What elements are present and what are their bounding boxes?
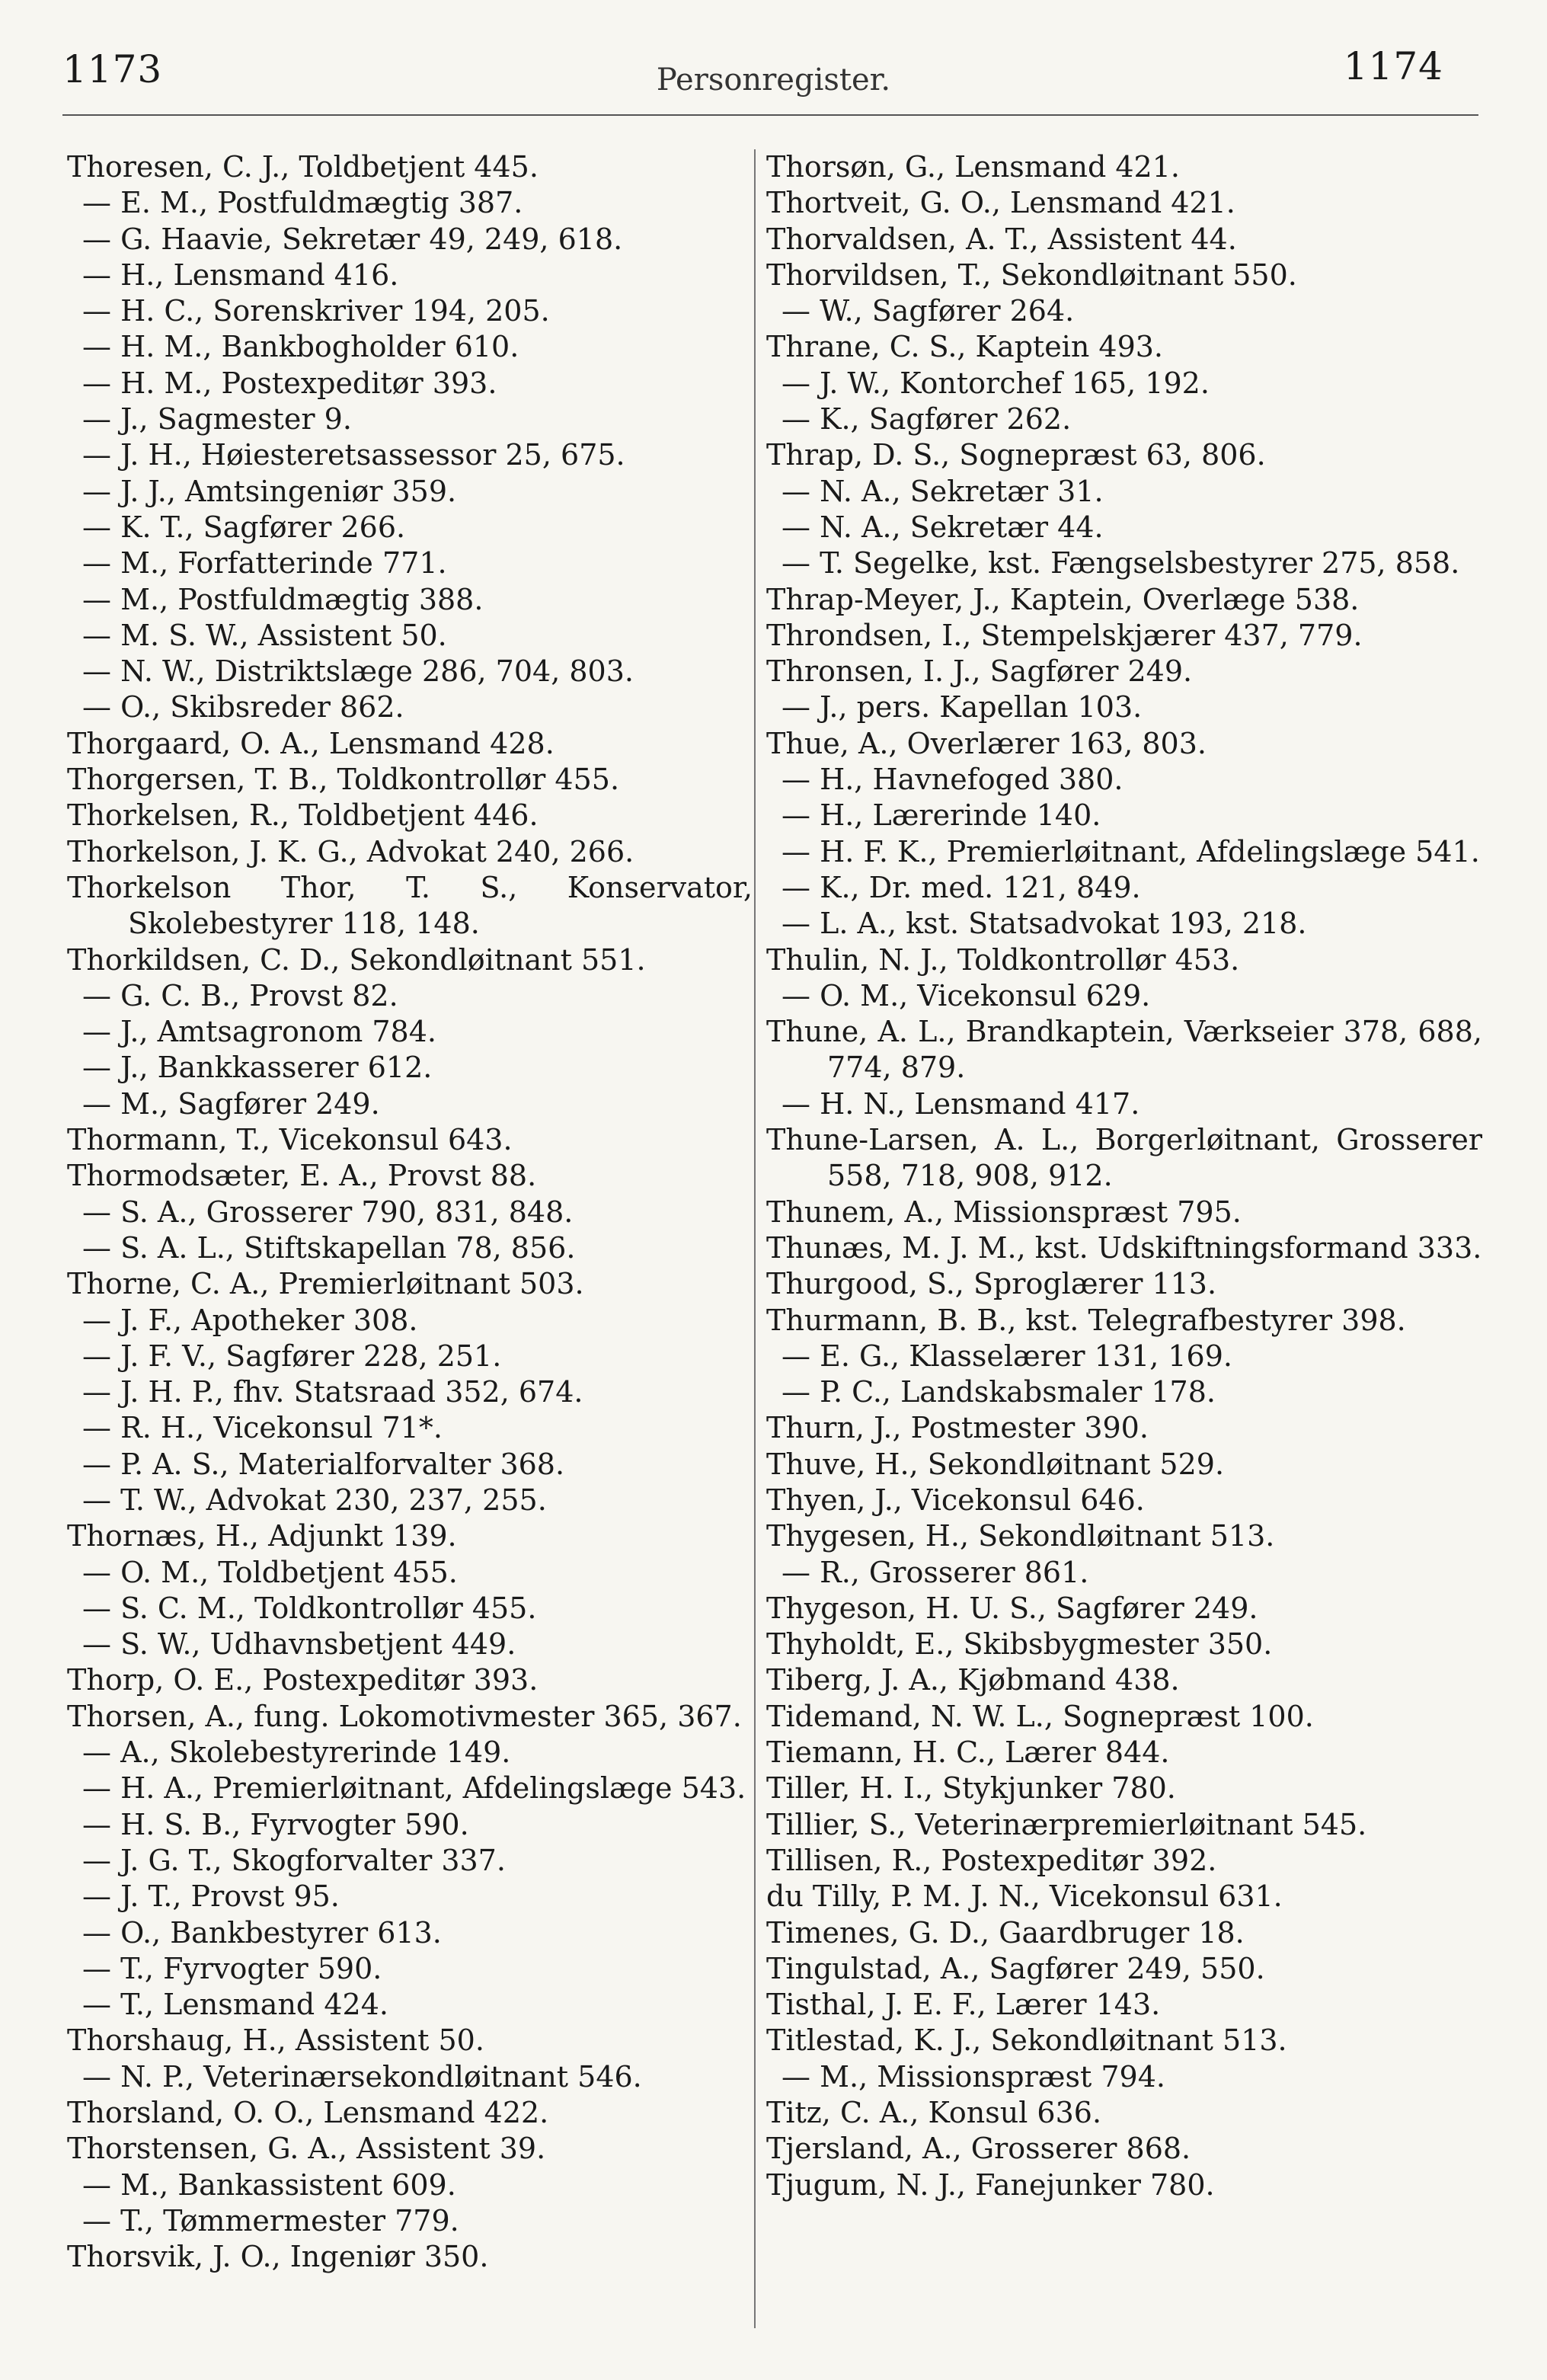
register-entry: — H. M., Postexpeditør 393. [82,366,497,400]
register-entry: Thorne, C. A., Premierløitnant 503. [67,1267,584,1301]
register-entry: Thortveit, G. O., Lensmand 421. [766,186,1235,220]
register-entry: Thyholdt, E., Skibsbygmester 350. [766,1627,1273,1662]
register-entry: Thygeson, H. U. S., Sagfører 249. [766,1591,1258,1625]
register-entry: du Tilly, P. M. J. N., Vicekonsul 631. [766,1879,1283,1914]
page-title: Personregister. [656,62,891,98]
register-entry: — A., Skolebestyrerinde 149. [82,1735,511,1770]
register-entry: Thorkelson, J. K. G., Advokat 240, 266. [67,834,634,869]
register-entry: Thormann, T., Vicekonsul 643. [67,1123,513,1157]
register-entry: Throndsen, I., Stempelskjærer 437, 779. [766,618,1363,652]
register-entry: — M., Postfuldmægtig 388. [82,582,484,616]
register-entry: Thorshaug, H., Assistent 50. [67,2023,484,2058]
register-entry: — J. H. P., fhv. Statsraad 352, 674. [82,1375,583,1409]
register-entry: Tiberg, J. A., Kjøbmand 438. [766,1663,1180,1697]
register-entry: Thorgaard, O. A., Lensmand 428. [67,726,555,760]
register-entry: Thorkelson Thor, T. S., Konservator, Skolebestyrer 118, 148. [67,870,753,941]
register-entry: — N. A., Sekretær 31. [781,474,1104,508]
left-column [67,149,753,2276]
register-entry: Thune, A. L., Brandkaptein, Værkseier 378, 688, 774, 879. [766,1015,1482,1085]
left-page-number: 1173 [62,47,163,91]
register-entry: — K., Dr. med. 121, 849. [781,870,1141,904]
register-entry: Thyen, J., Vicekonsul 646. [766,1483,1145,1517]
register-entry: — K., Sagfører 262. [781,402,1072,437]
register-entry: Thurn, J., Postmester 390. [766,1411,1149,1445]
register-entry: — M., Bankassistent 609. [82,2167,456,2202]
register-entry: Tjugum, N. J., Fanejunker 780. [766,2167,1215,2202]
register-entry: — J. H., Høiesteretsassessor 25, 675. [82,438,625,472]
register-entry: — H. S. B., Fyrvogter 590. [82,1807,469,1841]
register-entry: Tjersland, A., Grosserer 868. [766,2132,1191,2166]
register-entry: Thorgersen, T. B., Toldkontrollør 455. [67,763,620,797]
register-entry: Tiemann, H. C., Lærer 844. [766,1735,1170,1770]
register-entry: Tingulstad, A., Sagfører 249, 550. [766,1951,1265,1985]
register-entry: — T. Segelke, kst. Fængselsbestyrer 275, 858. [781,546,1460,581]
register-entry: — M. S. W., Assistent 50. [82,618,447,652]
register-entry: — O. M., Toldbetjent 455. [82,1555,458,1589]
register-entry: — R., Grosserer 861. [781,1555,1089,1589]
register-entry: — T., Tømmermester 779. [82,2203,459,2238]
register-entry: — N. P., Veterinærsekondløitnant 546. [82,2059,642,2094]
register-entry: — S. W., Udhavnsbetjent 449. [82,1627,516,1662]
register-entry: Timenes, G. D., Gaardbruger 18. [766,1915,1245,1950]
register-entry: — J. F., Apotheker 308. [82,1303,418,1337]
register-entry: — E. G., Klasselærer 131, 169. [781,1339,1232,1373]
register-entry: Thorvaldsen, A. T., Assistent 44. [766,222,1237,256]
register-entry: — N. W., Distriktslæge 286, 704, 803. [82,654,634,689]
register-entry: — H., Havnefoged 380. [781,763,1123,797]
register-entry: — T., Fyrvogter 590. [82,1951,382,1985]
register-entry: — M., Sagfører 249. [82,1086,380,1121]
register-entry: Thrap, D. S., Sognepræst 63, 806. [766,438,1266,472]
register-entry: Thune-Larsen, A. L., Borgerløitnant, Grosserer 558, 718, 908, 912. [766,1123,1482,1193]
register-entry: Thornæs, H., Adjunkt 139. [67,1519,457,1553]
column-divider [754,149,756,2328]
register-entry: — W., Sagfører 264. [781,294,1075,328]
register-entry: Thorstensen, G. A., Assistent 39. [67,2132,546,2166]
register-entry: — H. C., Sorenskriver 194, 205. [82,294,550,328]
register-entry: Titz, C. A., Konsul 636. [766,2096,1102,2130]
register-entry: Thrap-Meyer, J., Kaptein, Overlæge 538. [766,582,1360,616]
register-entry: Thorp, O. E., Postexpeditør 393. [67,1663,539,1697]
register-entry: Thue, A., Overlærer 163, 803. [766,726,1207,760]
register-entry: — N. A., Sekretær 44. [781,510,1104,544]
register-entry: — R. H., Vicekonsul 71*. [82,1411,443,1445]
register-entry: — H. A., Premierløitnant, Afdelingslæge 543. [82,1771,746,1806]
register-entry: — G. Haavie, Sekretær 49, 249, 618. [82,222,623,256]
register-entry: — H. M., Bankbogholder 610. [82,330,519,364]
register-entry: — J., Bankkasserer 612. [82,1051,433,1085]
register-entry: Thorsøn, G., Lensmand 421. [766,150,1180,184]
register-entry: Titlestad, K. J., Sekondløitnant 513. [766,2023,1287,2058]
register-entry: Thorkelsen, R., Toldbetjent 446. [67,798,539,833]
register-entry: Tillisen, R., Postexpeditør 392. [766,1843,1217,1877]
register-entry: Tillier, S., Veterinærpremierløitnant 545. [766,1807,1367,1841]
register-entry: Thulin, N. J., Toldkontrollør 453. [766,942,1240,977]
register-entry: — G. C. B., Provst 82. [82,978,398,1012]
register-entry: — T., Lensmand 424. [82,1988,388,2022]
register-entry: Thoresen, C. J., Toldbetjent 445. [67,150,539,184]
register-entry: — K. T., Sagfører 266. [82,510,406,544]
register-entry: Thunem, A., Missionspræst 795. [766,1195,1242,1229]
register-entry: Thorvildsen, T., Sekondløitnant 550. [766,258,1297,292]
register-entry: Thorsland, O. O., Lensmand 422. [67,2096,549,2130]
register-entry: Thygesen, H., Sekondløitnant 513. [766,1519,1275,1553]
register-entry: — S. A. L., Stiftskapellan 78, 856. [82,1230,576,1265]
register-entry: Thorkildsen, C. D., Sekondløitnant 551. [67,942,646,977]
register-entry: Tisthal, J. E. F., Lærer 143. [766,1988,1161,2022]
register-entry: — O. M., Vicekonsul 629. [781,978,1151,1012]
register-entry: — E. M., Postfuldmægtig 387. [82,186,523,220]
register-entry: Thuve, H., Sekondløitnant 529. [766,1447,1225,1481]
register-entry: — M., Forfatterinde 771. [82,546,447,581]
register-entry: — L. A., kst. Statsadvokat 193, 218. [781,907,1307,941]
register-entry: Thronsen, I. J., Sagfører 249. [766,654,1193,689]
register-entry: Thunæs, M. J. M., kst. Udskiftningsformand 333. [766,1230,1482,1265]
register-entry: — T. W., Advokat 230, 237, 255. [82,1483,547,1517]
register-entry: — J. T., Provst 95. [82,1879,340,1914]
register-entry: — H., Lensmand 416. [82,258,399,292]
register-entry: Thormodsæter, E. A., Provst 88. [67,1159,537,1193]
register-entry: Tidemand, N. W. L., Sognepræst 100. [766,1699,1314,1733]
register-entry: Tiller, H. I., Stykjunker 780. [766,1771,1176,1806]
register-entry: Thorsvik, J. O., Ingeniør 350. [67,2240,489,2274]
register-entry: — J. W., Kontorchef 165, 192. [781,366,1210,400]
register-entry: — O., Skibsreder 862. [82,690,404,725]
register-entry: Thorsen, A., fung. Lokomotivmester 365, 367. [67,1699,742,1733]
register-entry: — J., pers. Kapellan 103. [781,690,1143,725]
register-entry: — M., Missionspræst 794. [781,2059,1165,2094]
register-entry: — H., Lærerinde 140. [781,798,1101,833]
register-entry: — S. A., Grosserer 790, 831, 848. [82,1195,574,1229]
right-column [766,149,1482,2203]
register-entry: — J. J., Amtsingeniør 359. [82,474,457,508]
register-entry: — O., Bankbestyrer 613. [82,1915,442,1950]
register-entry: — P. A. S., Materialforvalter 368. [82,1447,565,1481]
register-entry: Thurgood, S., Sproglærer 113. [766,1267,1217,1301]
register-entry: — H. F. K., Premierløitnant, Afdelingslæge 541. [781,834,1480,869]
register-entry: — J., Amtsagronom 784. [82,1015,436,1049]
register-entry: — S. C. M., Toldkontrollør 455. [82,1591,537,1625]
register-entry: — J., Sagmester 9. [82,402,352,437]
register-entry: — P. C., Landskabsmaler 178. [781,1375,1216,1409]
register-entry: Thrane, C. S., Kaptein 493. [766,330,1163,364]
register-entry: — J. G. T., Skogforvalter 337. [82,1843,506,1877]
register-entry: — H. N., Lensmand 417. [781,1086,1140,1121]
register-entry: Thurmann, B. B., kst. Telegrafbestyrer 398. [766,1303,1406,1337]
register-entry: — J. F. V., Sagfører 228, 251. [82,1339,502,1373]
right-page-number: 1174 [1343,44,1443,88]
header-rule [62,114,1478,116]
